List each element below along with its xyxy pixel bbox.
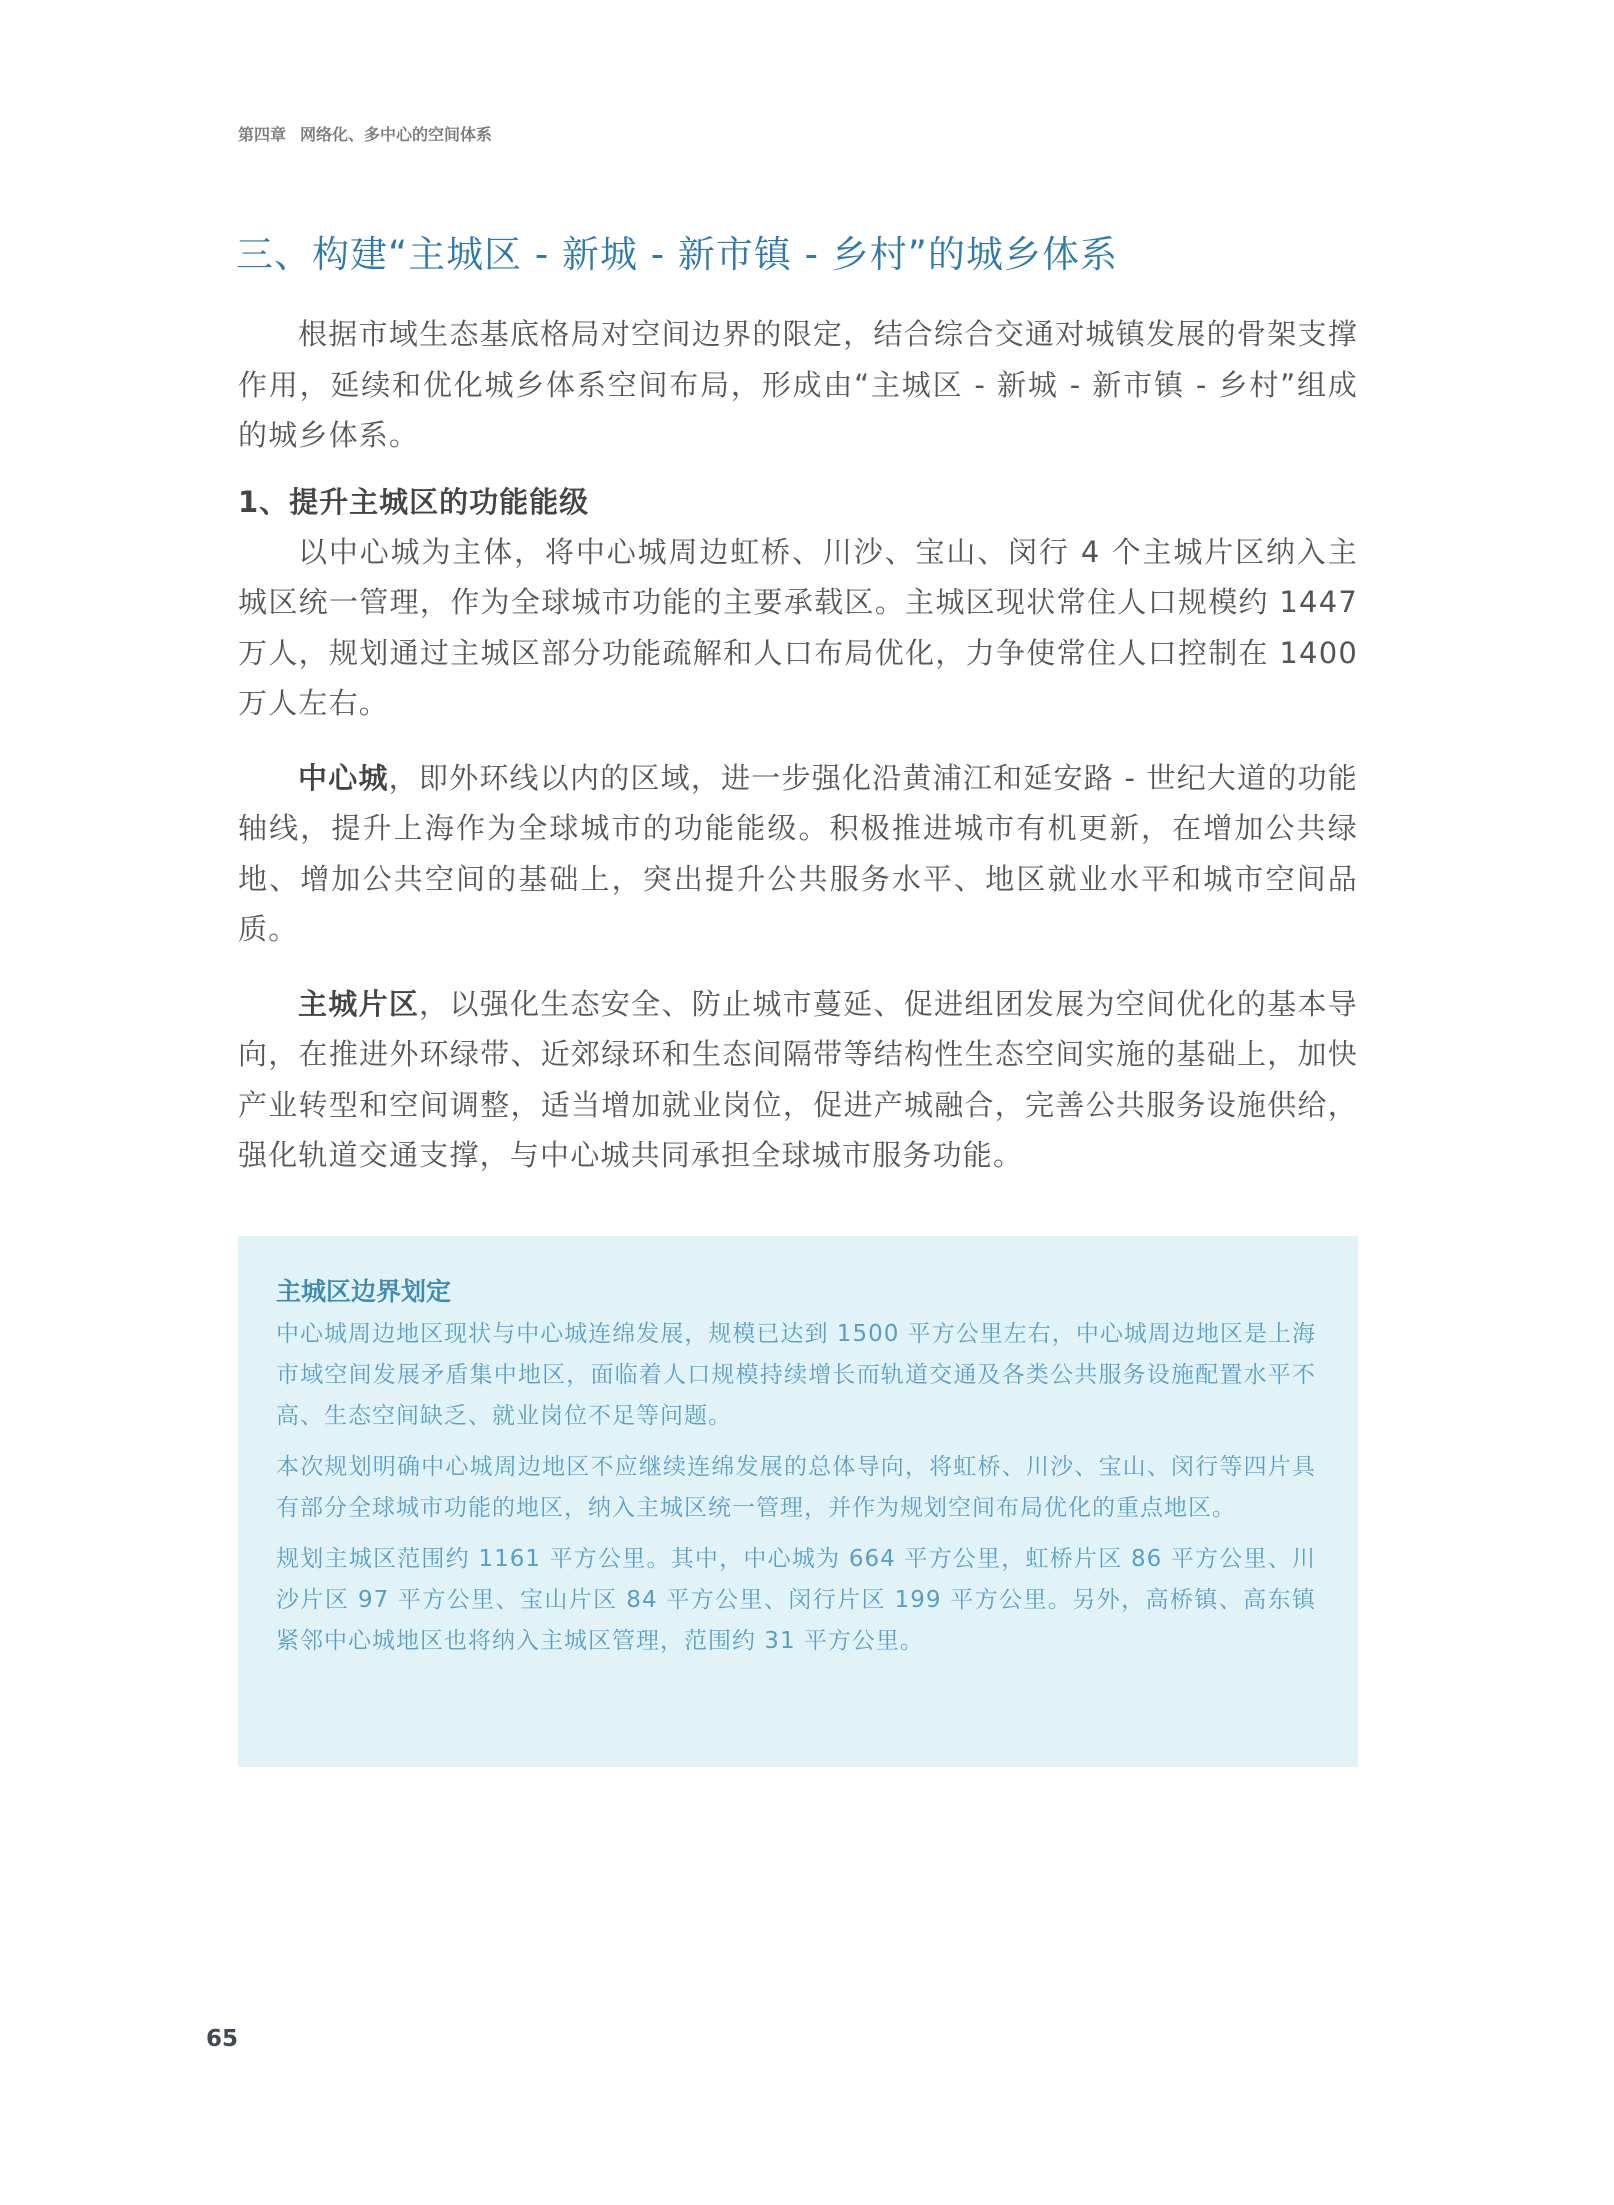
callout-paragraph: 本次规划明确中心城周边地区不应继续连绵发展的总体导向，将虹桥、川沙、宝山、闵行等四片具有部分全球城市功能的地区，纳入主城区统一管理，并作为规划空间布局优化的重点地区。	[276, 1454, 1316, 1521]
main-city-district-paragraph	[238, 979, 1358, 1181]
central-city-text: ，即外环线以内的区域，进一步强化沿黄浦江和延安路 - 世纪大道的功能轴线，提升上海作为全球城市的功能能级。积极推进城市有机更新，在增加公共绿地、增加公共空间的基础上，突出提升公共服务水平、地区就业水平和城市空间品质。	[238, 760, 1359, 946]
chapter-title: 网络化、多中心的空间体系	[300, 125, 493, 144]
main-content	[238, 309, 1358, 1181]
running-header	[238, 122, 492, 145]
main-city-district-text: ，以强化生态安全、防止城市蔓延、促进组团发展为空间优化的基本导向，在推进外环绿带、近郊绿环和生态间隔带等结构性生态空间实施的基础上，加快产业转型和空间调整，适当增加就业岗位，促进产城融合，完善公共服务设施供给，强化轨道交通支撑，与中心城共同承担全球城市服务功能。	[238, 986, 1358, 1172]
callout-paragraph: 中心城周边地区现状与中心城连绵发展，规模已达到 1500 平方公里左右，中心城周边地区是上海市域空间发展矛盾集中地区，面临着人口规模持续增长而轨道交通及各类公共服务设施配置水平不高、生态空间缺乏、就业岗位不足等问题。	[276, 1321, 1316, 1429]
intro-paragraph: 根据市域生态基底格局对空间边界的限定，结合综合交通对城镇发展的骨架支撑作用，延续和优化城乡体系空间布局，形成由“主城区 - 新城 - 新市镇 - 乡村”组成的城乡体系。	[238, 317, 1358, 452]
main-city-paragraph: 以中心城为主体，将中心城周边虹桥、川沙、宝山、闵行 4 个主城片区纳入主城区统一管理，作为全球城市功能的主要承载区。主城区现状常住人口规模约 1447 万人，规划通过主城区部分功能疏解和人口布局优化，力争使常住人口控制在 1400 万人左右。	[238, 534, 1358, 720]
section-title: 三、构建“主城区 - 新城 - 新市镇 - 乡村”的城乡体系	[236, 233, 1118, 276]
central-city-term: 中心城	[298, 760, 389, 795]
chapter-number: 第四章	[238, 125, 287, 144]
subsection-heading: 1、提升主城区的功能能级	[238, 484, 590, 519]
main-city-district-term: 主城片区	[298, 986, 420, 1021]
callout-title: 主城区边界划定	[276, 1277, 452, 1306]
central-city-paragraph	[238, 753, 1358, 955]
page-number: 65	[206, 2026, 239, 2052]
callout-paragraph: 规划主城区范围约 1161 平方公里。其中，中心城为 664 平方公里，虹桥片区 86 平方公里、川沙片区 97 平方公里、宝山片区 84 平方公里、闵行片区 199 平方公里。另外，高桥镇、高东镇紧邻中心城地区也将纳入主城区管理，范围约 31 平方公里。	[276, 1546, 1316, 1654]
callout-box	[238, 1236, 1358, 1767]
